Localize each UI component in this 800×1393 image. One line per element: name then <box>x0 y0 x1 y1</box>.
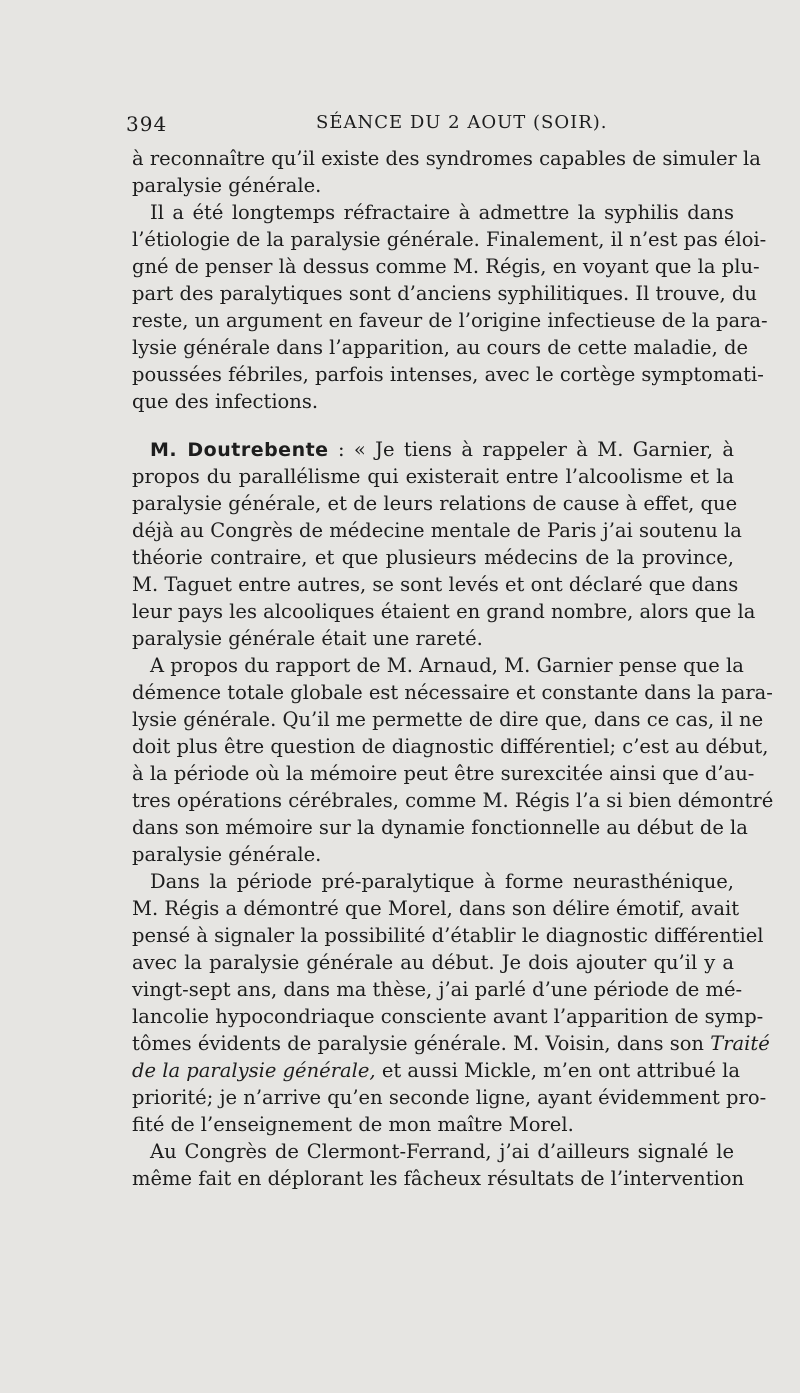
text-line: paralysie générale. <box>132 174 322 197</box>
text-line-speaker <box>132 436 734 463</box>
text-line: paralysie générale était une rareté. <box>132 627 483 650</box>
text-line: fité de l’enseignement de mon maître Morel. <box>132 1113 574 1136</box>
text-line: priorité; je n’arrive qu’en seconde ligne, ayant évidemment pro- <box>132 1086 767 1109</box>
text-line-with-title <box>132 1057 740 1084</box>
text-line: Dans la période pré-paralytique à forme neurasthénique, <box>150 870 734 893</box>
text-line: tres opérations cérébrales, comme M. Régis l’a si bien démontré <box>132 789 774 812</box>
text-line: paralysie générale. <box>132 843 322 866</box>
text-line: Au Congrès de Clermont-Ferrand, j’ai d’ailleurs signalé le <box>150 1140 734 1163</box>
text-line: lysie générale dans l’apparition, au cours de cette maladie, de <box>132 336 749 359</box>
text-line: l’étiologie de la paralysie générale. Finalement, il n’est pas éloi- <box>132 228 767 251</box>
text-line: démence totale globale est nécessaire et constante dans la para- <box>132 681 773 704</box>
text-line: à la période où la mémoire peut être surexcitée ainsi que d’au- <box>132 762 755 785</box>
text-line: M. Taguet entre autres, se sont levés et ont déclaré que dans <box>132 573 739 596</box>
text-line: poussées fébriles, parfois intenses, avec le cortège symptomati- <box>132 363 764 386</box>
text-line: doit plus être question de diagnostic différentiel; c’est au début, <box>132 735 769 758</box>
text-fragment: et aussi Mickle, m’en ont attribué la <box>381 1059 740 1082</box>
speaker-name: M. Doutrebente <box>150 439 329 461</box>
text-line: théorie contraire, et que plusieurs médecins de la province, <box>132 546 734 569</box>
text-line: propos du parallélisme qui existerait entre l’alcoolisme et la <box>132 465 734 488</box>
text-line: que des infections. <box>132 390 319 413</box>
text-line: paralysie générale, et de leurs relations de cause à effet, que <box>132 492 738 515</box>
text-line: A propos du rapport de M. Arnaud, M. Garnier pense que la <box>150 654 744 677</box>
text-line: déjà au Congrès de médecine mentale de Paris j’ai soutenu la <box>132 519 742 542</box>
text-line: dans son mémoire sur la dynamie fonctionnelle au début de la <box>132 816 748 839</box>
text-line: lysie générale. Qu’il me permette de dire que, dans ce cas, il ne <box>132 708 764 731</box>
text-line: reste, un argument en faveur de l’origine infectieuse de la para- <box>132 309 768 332</box>
text-line: même fait en déplorant les fâcheux résultats de l’intervention <box>132 1167 745 1190</box>
running-head: SÉANCE DU 2 AOUT (SOIR). <box>316 112 608 133</box>
italic-title-end: de la paralysie générale, <box>132 1059 376 1082</box>
text-line: pensé à signaler la possibilité d’établir le diagnostic différentiel <box>132 924 764 947</box>
text-line: Il a été longtemps réfractaire à admettre la syphilis dans <box>150 201 734 224</box>
text-line-with-title <box>132 1030 770 1057</box>
speaker-line-text: : « Je tiens à rappeler à M. Garnier, à <box>337 438 734 461</box>
body-text <box>132 145 774 1192</box>
text-line: avec la paralysie générale au début. Je dois ajouter qu’il y a <box>132 951 734 974</box>
italic-title-start: Traité <box>710 1032 770 1055</box>
text-line: part des paralytiques sont d’anciens syphilitiques. Il trouve, du <box>132 282 757 305</box>
text-line: vingt-sept ans, dans ma thèse, j’ai parlé d’une période de mé- <box>132 978 743 1001</box>
text-line: M. Régis a démontré que Morel, dans son délire émotif, avait <box>132 897 740 920</box>
text-line: leur pays les alcooliques étaient en grand nombre, alors que la <box>132 600 756 623</box>
text-line: lancolie hypocondriaque consciente avant l’apparition de symp- <box>132 1005 764 1028</box>
page-header <box>126 112 736 142</box>
text-line: à reconnaître qu’il existe des syndromes capables de simuler la <box>132 147 761 170</box>
page-number: 394 <box>126 112 168 136</box>
text-fragment: tômes évidents de paralysie générale. M. Voisin, dans son <box>132 1032 704 1055</box>
text-line: gné de penser là dessus comme M. Régis, en voyant que la plu- <box>132 255 760 278</box>
